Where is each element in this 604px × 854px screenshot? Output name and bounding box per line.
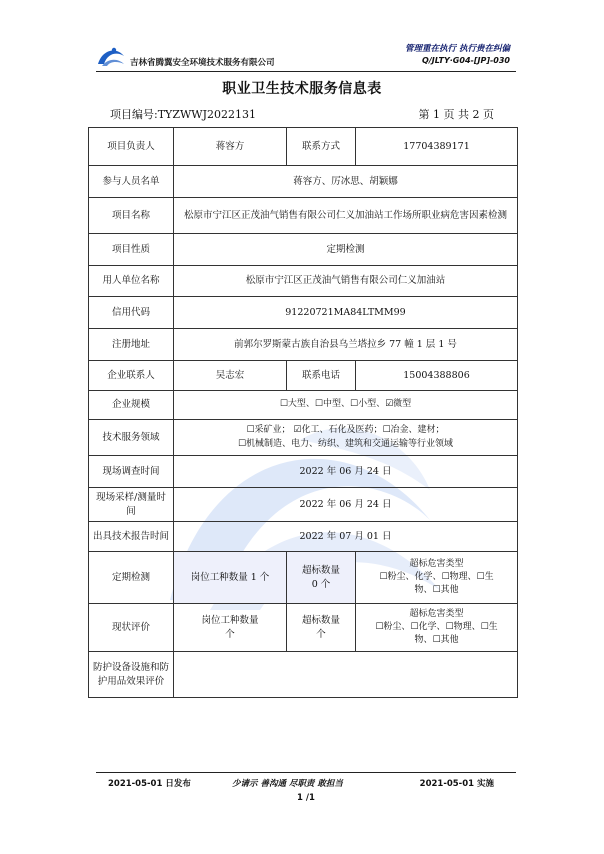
status-eval-hazard-line-2: 物、☐其他: [414, 635, 459, 646]
status-eval-exceed-line-2: 个: [316, 628, 326, 640]
project-name-label: 项目名称: [89, 198, 174, 234]
header-slogan: 管理重在执行 执行贵在纠偏: [405, 44, 510, 54]
credit-code-value: 91220721MA84LTMM99: [174, 297, 518, 329]
table-row: [89, 128, 518, 166]
table-row: [89, 522, 518, 552]
release-date: 2021-05-01 日发布: [108, 779, 191, 789]
table-row: [89, 391, 518, 420]
survey-time-value: 2022 年 06 月 24 日: [174, 456, 518, 488]
status-eval-label: 现状评价: [89, 604, 174, 652]
project-number-value: TYZWWJ2022131: [157, 108, 256, 121]
protection-value: [174, 652, 518, 698]
table-row: [89, 652, 518, 698]
footer-motto: 少请示 善沟通 尽职责 敢担当: [232, 779, 343, 789]
page-info: 第 1 页 共 2 页: [418, 108, 494, 121]
table-row: [89, 166, 518, 198]
scale-checkboxes[interactable]: ☐大型、☐中型、☐小型、☑微型: [174, 391, 518, 420]
table-row: [89, 297, 518, 329]
contact-value: 17704389171: [356, 128, 518, 166]
table-row: [89, 329, 518, 361]
status-eval-exceed: [287, 604, 356, 652]
status-eval-hazard-title: 超标危害类型: [409, 608, 464, 619]
domain-checkboxes[interactable]: [174, 420, 518, 456]
report-time-label: 出具技术报告时间: [89, 522, 174, 552]
enterprise-contact-label: 企业联系人: [89, 361, 174, 391]
employer-value: 松原市宁江区正茂油气销售有限公司仁义加油站: [174, 266, 518, 297]
periodic-posts: 岗位工种数量 1 个: [174, 552, 287, 604]
sampling-time-value: 2022 年 06 月 24 日: [174, 488, 518, 522]
status-eval-posts-line-2: 个: [225, 628, 235, 640]
employer-label: 用人单位名称: [89, 266, 174, 297]
members-label: 参与人员名单: [89, 166, 174, 198]
project-nature-value: 定期检测: [174, 234, 518, 266]
lead-label: 项目负责人: [89, 128, 174, 166]
scale-label: 企业规模: [89, 391, 174, 420]
table-row: [89, 198, 518, 234]
domain-line-1: ☐采矿业； ☑化工、石化及医药；☐冶金、建材；: [246, 425, 445, 436]
phone-label: 联系电话: [287, 361, 356, 391]
table-row: [89, 234, 518, 266]
credit-code-label: 信用代码: [89, 297, 174, 329]
periodic-exceed-label: 超标数量: [301, 564, 340, 576]
company-name: 吉林省腾翼安全环境技术服务有限公司: [130, 58, 275, 68]
address-value: 前郭尔罗斯蒙古族自治县乌兰塔拉乡 77 幢 1 层 1 号: [174, 329, 518, 361]
survey-time-label: 现场调查时间: [89, 456, 174, 488]
company-logo-icon: [96, 42, 126, 68]
status-eval-posts: [174, 604, 287, 652]
periodic-hazard[interactable]: [356, 552, 518, 604]
periodic-exceed: [287, 552, 356, 604]
status-eval-exceed-line-1: 超标数量: [301, 614, 340, 626]
contact-label: 联系方式: [287, 128, 356, 166]
service-info-table: [88, 127, 518, 698]
table-row: [89, 604, 518, 652]
table-row: [89, 420, 518, 456]
enterprise-contact-value: 吴志宏: [174, 361, 287, 391]
footer-page-number: 1 /1: [297, 793, 315, 803]
lead-value: 蒋容方: [174, 128, 287, 166]
page-title: 职业卫生技术服务信息表: [222, 81, 382, 97]
domain-line-2: ☐机械制造、电力、纺织、建筑和交通运输等行业领域: [237, 438, 454, 449]
project-name-value: 松原市宁江区正茂油气销售有限公司仁义加油站工作场所职业病危害因素检测: [174, 198, 518, 234]
members-value: 蒋容方、厉冰思、胡颖娜: [174, 166, 518, 198]
project-nature-label: 项目性质: [89, 234, 174, 266]
periodic-hazard-title: 超标危害类型: [409, 558, 464, 569]
report-time-value: 2022 年 07 月 01 日: [174, 522, 518, 552]
implement-date: 2021-05-01 实施: [419, 779, 494, 789]
header-divider: [96, 71, 516, 72]
table-row: [89, 456, 518, 488]
status-eval-hazard[interactable]: [356, 604, 518, 652]
sampling-time-label: 现场采样/测量时间: [89, 488, 174, 522]
document-header: [96, 42, 516, 72]
project-number: 项目编号:TYZWWJ2022131: [110, 108, 256, 121]
table-row: [89, 266, 518, 297]
address-label: 注册地址: [89, 329, 174, 361]
project-number-label: 项目编号: [110, 108, 154, 121]
status-eval-posts-line-1: 岗位工种数量: [201, 614, 259, 626]
footer-divider: [96, 772, 516, 773]
periodic-hazard-line-1: ☐粉尘、化学、☐物理、☐生: [379, 571, 494, 582]
periodic-exceed-value: 0 个: [311, 578, 331, 590]
table-row: [89, 552, 518, 604]
table-row: [89, 488, 518, 522]
periodic-label: 定期检测: [89, 552, 174, 604]
protection-label: 防护设备设施和防护用品效果评价: [89, 652, 174, 698]
table-row: [89, 361, 518, 391]
periodic-hazard-line-2: 物、☐其他: [414, 585, 459, 596]
domain-label: 技术服务领域: [89, 420, 174, 456]
phone-value: 15004388806: [356, 361, 518, 391]
status-eval-hazard-line-1: ☐粉尘、☐化学、☐物理、☐生: [375, 621, 498, 632]
document-code: Q/JLTY·G04-[JP]-030: [422, 56, 510, 65]
